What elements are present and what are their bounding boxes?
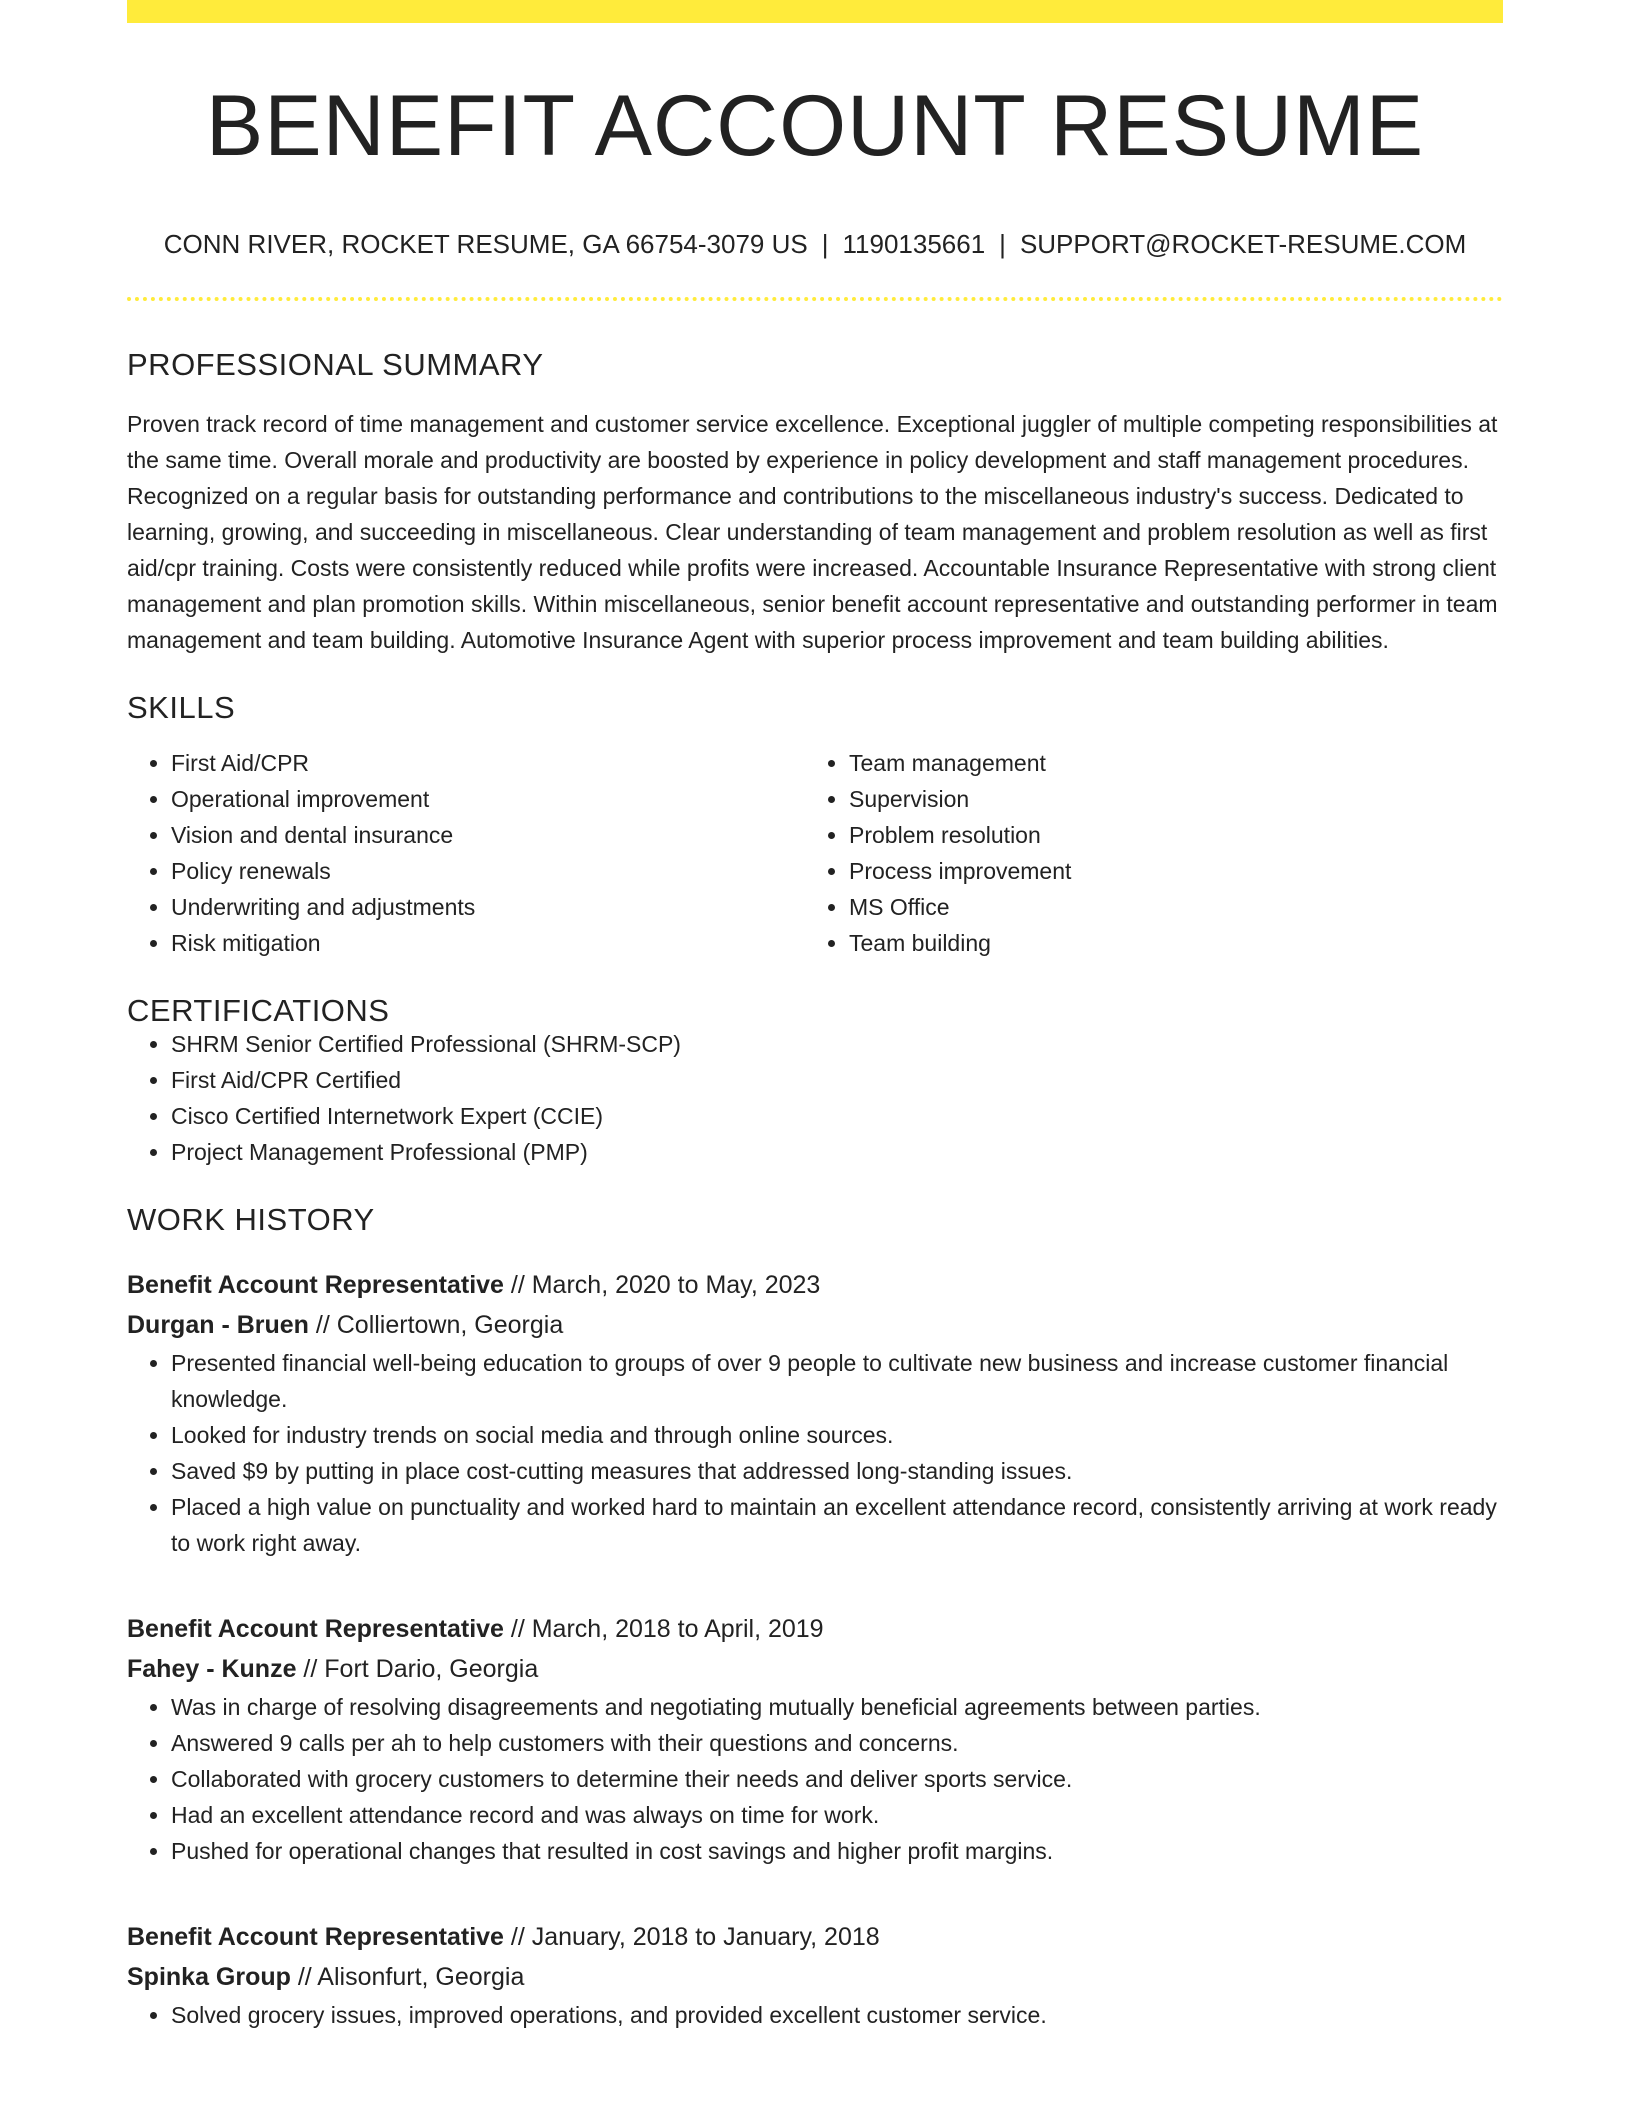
top-accent-bar [127,0,1503,23]
job-role: Benefit Account Representative [127,1271,504,1299]
job-title-line [127,1917,1503,1957]
job-location: // Alisonfurt, Georgia [290,1963,525,1991]
skill-item: • Process improvement [849,853,1483,889]
job-entry [127,1609,1503,1869]
certification-item: • SHRM Senior Certified Professional (SHRM-SCP) [171,1026,1503,1062]
skill-item: • Team building [849,925,1483,961]
job-bullet: • Presented financial well-being education to groups of over 9 people to cultivate new business and increase customer financial knowledge. [171,1345,1503,1417]
job-entry [127,1265,1503,1561]
skill-item: • Vision and dental insurance [171,817,805,853]
resume-page [127,0,1503,2033]
job-bullet: • Saved $9 by putting in place cost-cutting measures that addressed long-standing issues. [171,1453,1503,1489]
skill-item: • Supervision [849,781,1483,817]
summary-text: Proven track record of time management and customer service excellence. Exceptional juggler of multiple competing responsibilities at the same time. Overall morale and productivity are boosted by experience in policy development and staff management procedures. Recognized on a regular basis for outstanding performance and contributions to the miscellaneous industry's success. Dedicated to learning, growing, and succeeding in miscellaneous. Clear understanding of team management and problem resolution as well as first aid/cpr training. Costs were consistently reduced while profits were increased. Accountable Insurance Representative with strong client management and plan promotion skills. Within miscellaneous, senior benefit account representative and outstanding performer in team management and team building. Automotive Insurance Agent with superior process improvement and team building abilities. [127,411,1498,653]
skill-item: • Problem resolution [849,817,1483,853]
skill-item: • Risk mitigation [171,925,805,961]
skills-left-column [127,745,805,961]
job-location: // Colliertown, Georgia [308,1311,564,1339]
job-role: Benefit Account Representative [127,1615,504,1643]
job-bullets [127,1997,1503,2033]
certification-item: • First Aid/CPR Certified [171,1062,1503,1098]
job-entry [127,1917,1503,2033]
contact-phone: 1190135661 [842,229,986,259]
resume-title: BENEFIT ACCOUNT RESUME [205,78,1425,174]
certifications-list [127,1026,1503,1170]
contact-line [127,231,1503,257]
job-dates: // March, 2020 to May, 2023 [503,1271,821,1299]
job-bullets [127,1345,1503,1561]
skill-item: • MS Office [849,889,1483,925]
skill-item: • Policy renewals [171,853,805,889]
job-title-line [127,1609,1503,1649]
skill-item: • Underwriting and adjustments [171,889,805,925]
job-dates: // January, 2018 to January, 2018 [503,1923,880,1951]
contact-email: SUPPORT@ROCKET-RESUME.COM [1019,229,1467,259]
job-title-line [127,1265,1503,1305]
skills-heading: SKILLS [127,690,236,725]
job-company: Fahey - Kunze [127,1655,297,1683]
job-bullet: • Was in charge of resolving disagreements and negotiating mutually beneficial agreements between parties. [171,1689,1503,1725]
skill-item: • Team management [849,745,1483,781]
skill-item: • Operational improvement [171,781,805,817]
job-bullet: • Answered 9 calls per ah to help customers with their questions and concerns. [171,1725,1503,1761]
skills-right-column [805,745,1483,961]
certification-item: • Project Management Professional (PMP) [171,1134,1503,1170]
job-company: Durgan - Bruen [127,1311,309,1339]
job-company-line [127,1305,1503,1345]
job-location: // Fort Dario, Georgia [296,1655,539,1683]
job-role: Benefit Account Representative [127,1923,504,1951]
certifications-heading: CERTIFICATIONS [127,993,390,1028]
skill-item: • First Aid/CPR [171,745,805,781]
job-bullet: • Had an excellent attendance record and was always on time for work. [171,1797,1503,1833]
contact-separator: | [821,229,829,259]
job-bullet: • Collaborated with grocery customers to determine their needs and deliver sports service. [171,1761,1503,1797]
job-company-line [127,1649,1503,1689]
job-bullet: • Pushed for operational changes that resulted in cost savings and higher profit margins. [171,1833,1503,1869]
summary-heading: PROFESSIONAL SUMMARY [127,347,544,382]
contact-separator: | [999,229,1006,259]
job-bullet: • Solved grocery issues, improved operations, and provided excellent customer service. [171,1997,1503,2033]
contact-address: CONN RIVER, ROCKET RESUME, GA 66754-3079 US [163,229,808,259]
certification-item: • Cisco Certified Internetwork Expert (CCIE) [171,1098,1503,1134]
skills-columns [127,745,1503,961]
job-company-line [127,1957,1503,1997]
work-history-heading: WORK HISTORY [127,1202,375,1237]
job-dates: // March, 2018 to April, 2019 [503,1615,824,1643]
job-bullet: • Placed a high value on punctuality and worked hard to maintain an excellent attendance record, consistently arriving at work ready to work right away. [171,1489,1503,1561]
job-company: Spinka Group [127,1963,291,1991]
job-bullet: • Looked for industry trends on social media and through online sources. [171,1417,1503,1453]
job-bullets [127,1689,1503,1869]
dotted-divider [127,297,1503,301]
